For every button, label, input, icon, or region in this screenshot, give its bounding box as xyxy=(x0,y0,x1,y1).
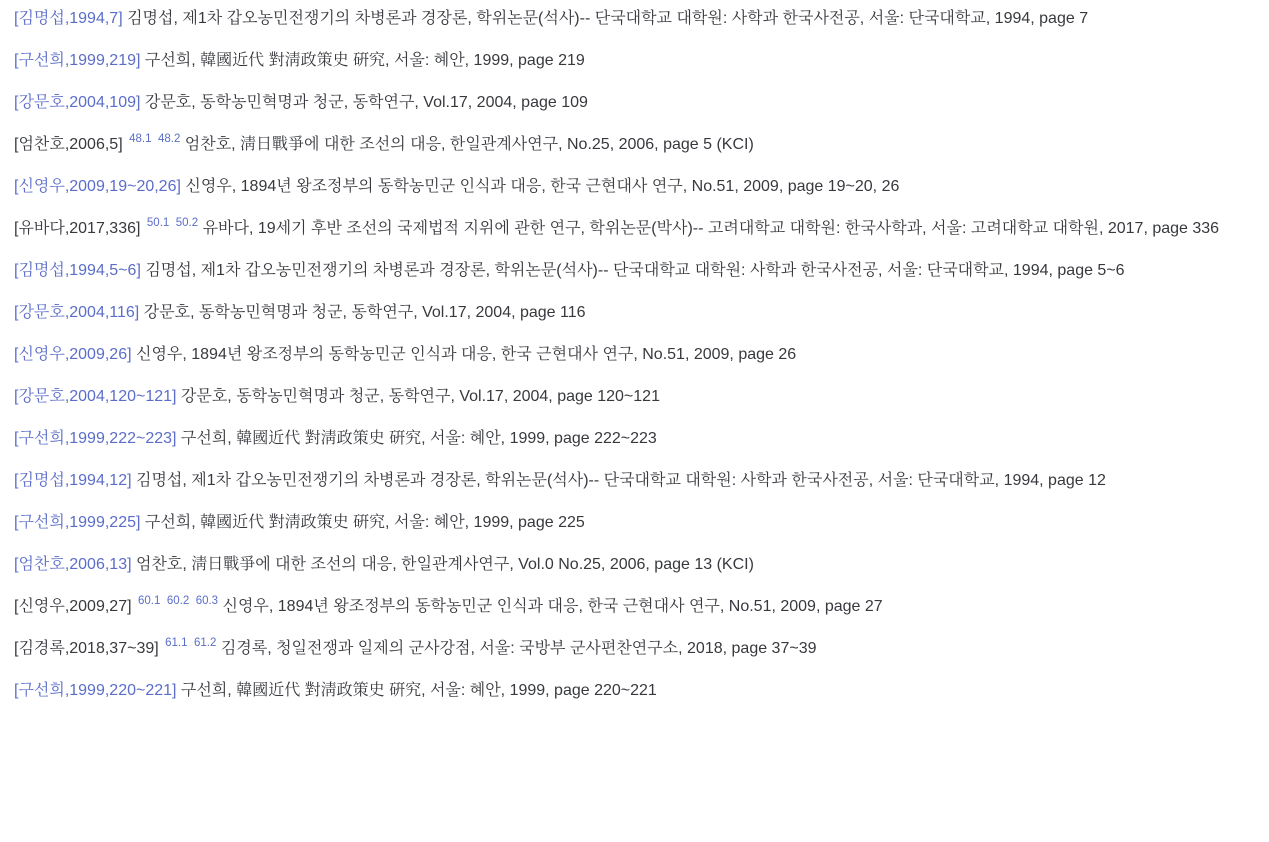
citation-key-link[interactable]: [김명섭,1994,5~6] xyxy=(14,262,141,279)
citation-text: 엄찬호, 淸日戰爭에 대한 조선의 대응, 한일관계사연구, No.25, 2006, page 5 (KCI) xyxy=(180,136,754,153)
backref-link[interactable]: 60.1 xyxy=(138,595,161,607)
backref-link[interactable]: 60.3 xyxy=(195,595,219,607)
citation-text: 구선희, 韓國近代 對淸政策史 硏究, 서울: 혜안, 1999, page 220~221 xyxy=(176,682,657,699)
reference-item xyxy=(14,170,1245,204)
citation-key-link[interactable]: [구선희,1999,219] xyxy=(14,52,141,69)
backref-link[interactable]: 60.2 xyxy=(166,595,190,607)
citation-text: 구선희, 韓國近代 對淸政策史 硏究, 서울: 혜안, 1999, page 219 xyxy=(140,52,585,69)
citation-text: 김명섭, 제1차 갑오농민전쟁기의 차병론과 경장론, 학위논문(석사)-- 단국대학교 대학원: 사학과 한국사전공, 서울: 단국대학교, 1994, page 12 xyxy=(131,472,1106,489)
reference-item xyxy=(14,212,1245,246)
backref-link[interactable]: 61.1 xyxy=(165,637,188,649)
citation-text: 유바다, 19세기 후반 조선의 국제법적 지위에 관한 연구, 학위논문(박사)-- 고려대학교 대학원: 한국사학과, 서울: 고려대학교 대학원, 2017, page 336 xyxy=(198,220,1220,237)
backref-link[interactable]: 48.2 xyxy=(157,133,181,145)
citation-text: 신영우, 1894년 왕조정부의 동학농민군 인식과 대응, 한국 근현대사 연구, No.51, 2009, page 26 xyxy=(131,346,797,363)
backref-link[interactable]: 50.2 xyxy=(175,217,199,229)
citation-text: 신영우, 1894년 왕조정부의 동학농민군 인식과 대응, 한국 근현대사 연구, No.51, 2009, page 19~20, 26 xyxy=(180,178,900,195)
reference-item xyxy=(14,254,1245,288)
reference-item xyxy=(14,464,1245,498)
citation-key: [김경록,2018,37~39] xyxy=(14,640,159,657)
citation-key-link[interactable]: [구선희,1999,225] xyxy=(14,514,141,531)
citation-key: [신영우,2009,27] xyxy=(14,598,132,615)
citation-text: 구선희, 韓國近代 對淸政策史 硏究, 서울: 혜안, 1999, page 225 xyxy=(140,514,585,531)
citation-key-link[interactable]: [강문호,2004,109] xyxy=(14,94,141,111)
reference-list xyxy=(14,2,1245,708)
reference-item xyxy=(14,632,1245,666)
reference-item xyxy=(14,380,1245,414)
citation-key-link[interactable]: [구선희,1999,220~221] xyxy=(14,682,177,699)
reference-item xyxy=(14,86,1245,120)
citation-text: 구선희, 韓國近代 對淸政策史 硏究, 서울: 혜안, 1999, page 222~223 xyxy=(176,430,657,447)
reference-item xyxy=(14,590,1245,624)
citation-key-link[interactable]: [강문호,2004,116] xyxy=(14,304,140,321)
reference-item xyxy=(14,128,1245,162)
citation-text: 김경록, 청일전쟁과 일제의 군사강점, 서울: 국방부 군사편찬연구소, 2018, page 37~39 xyxy=(216,640,817,657)
citation-text: 강문호, 동학농민혁명과 청군, 동학연구, Vol.17, 2004, page 109 xyxy=(140,94,588,111)
reference-item xyxy=(14,44,1245,78)
reference-item xyxy=(14,422,1245,456)
reference-item xyxy=(14,296,1245,330)
backref-link[interactable]: 61.2 xyxy=(193,637,217,649)
citation-key-link[interactable]: [엄찬호,2006,13] xyxy=(14,556,132,573)
reference-item xyxy=(14,674,1245,708)
backref-link[interactable]: 48.1 xyxy=(129,133,152,145)
reference-item xyxy=(14,338,1245,372)
citation-key: [엄찬호,2006,5] xyxy=(14,136,123,153)
citation-key-link[interactable]: [신영우,2009,19~20,26] xyxy=(14,178,181,195)
citation-text: 강문호, 동학농민혁명과 청군, 동학연구, Vol.17, 2004, page 116 xyxy=(139,304,586,321)
citation-text: 김명섭, 제1차 갑오농민전쟁기의 차병론과 경장론, 학위논문(석사)-- 단국대학교 대학원: 사학과 한국사전공, 서울: 단국대학교, 1994, page 5~6 xyxy=(140,262,1125,279)
reference-item xyxy=(14,548,1245,582)
citation-key-link[interactable]: [신영우,2009,26] xyxy=(14,346,132,363)
citation-key-link[interactable]: [구선희,1999,222~223] xyxy=(14,430,177,447)
citation-text: 강문호, 동학농민혁명과 청군, 동학연구, Vol.17, 2004, page 120~121 xyxy=(176,388,660,405)
citation-text: 신영우, 1894년 왕조정부의 동학농민군 인식과 대응, 한국 근현대사 연구, No.51, 2009, page 27 xyxy=(218,598,883,615)
backref-link[interactable]: 50.1 xyxy=(146,217,170,229)
citation-key-link[interactable]: [김명섭,1994,7] xyxy=(14,10,123,27)
citation-key-link[interactable]: [김명섭,1994,12] xyxy=(14,472,132,489)
citation-text: 김명섭, 제1차 갑오농민전쟁기의 차병론과 경장론, 학위논문(석사)-- 단국대학교 대학원: 사학과 한국사전공, 서울: 단국대학교, 1994, page 7 xyxy=(122,10,1089,27)
reference-item xyxy=(14,2,1245,36)
citation-key-link[interactable]: [강문호,2004,120~121] xyxy=(14,388,177,405)
citation-text: 엄찬호, 淸日戰爭에 대한 조선의 대응, 한일관계사연구, Vol.0 No.25, 2006, page 13 (KCI) xyxy=(131,556,754,573)
reference-item xyxy=(14,506,1245,540)
citation-key: [유바다,2017,336] xyxy=(14,220,141,237)
